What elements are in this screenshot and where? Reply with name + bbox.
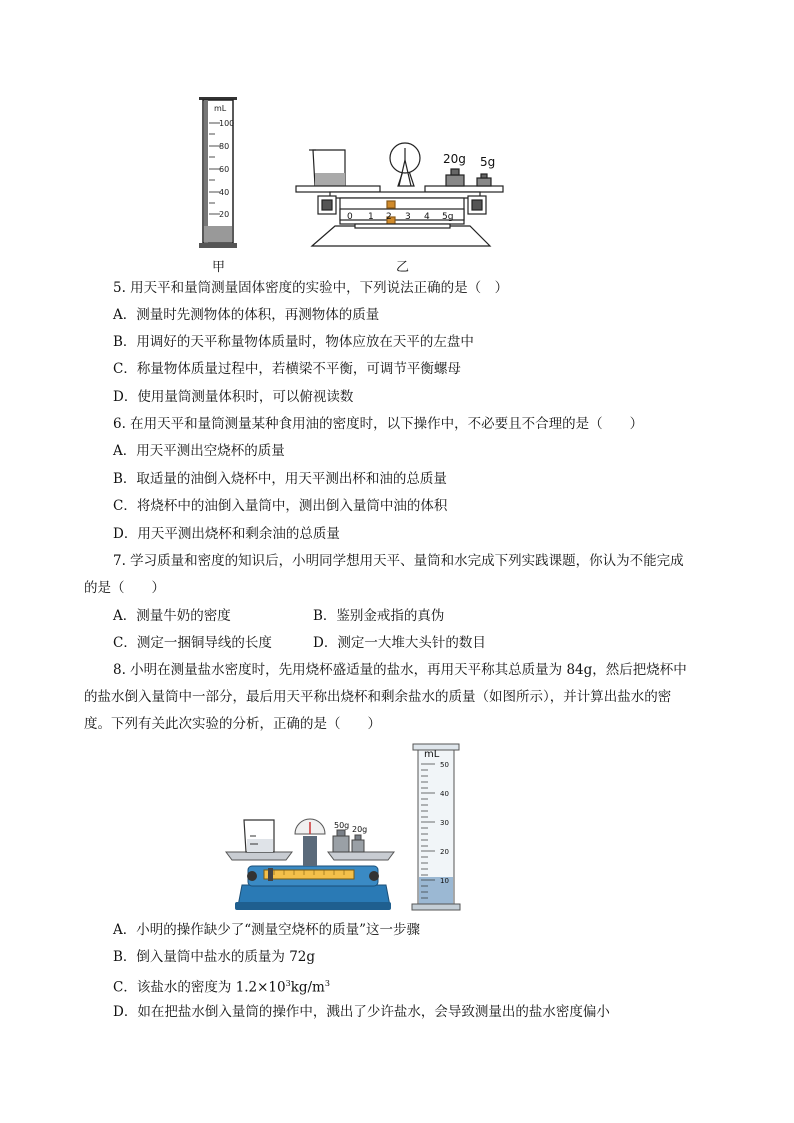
q8-stem-line1: 8. 小明在测量盐水密度时，先用烧杯盛适量的盐水，再用天平称其总质量为 84g，然后把烧杯中 <box>113 662 687 678</box>
q8-option-d: D．如在把盐水倒入量筒的操作中，溅出了少许盐水，会导致测量出的盐水密度偏小 <box>113 1004 610 1020</box>
q8-option-c-unit: kg/m <box>290 979 325 996</box>
scale-num-5g: 5g <box>442 212 454 222</box>
weight-5g-label: 5g <box>480 155 496 169</box>
q7-option-c: C．测定一捆铜导线的长度 <box>113 635 272 651</box>
graduated-cylinder-fig2 <box>412 744 460 910</box>
q8-option-c-unit-exp: 3 <box>324 979 330 988</box>
balance-yi <box>296 143 503 246</box>
cylinder2-tick-40: 40 <box>440 790 449 798</box>
q6-option-c: C．将烧杯中的油倒入量筒中，测出倒入量筒中油的体积 <box>113 498 448 514</box>
q8-stem-line2: 的盐水倒入量筒中一部分，最后用天平称出烧杯和剩余盐水的质量（如图所示），并计算出盐水的密 <box>84 689 672 705</box>
weight-20g-label-fig2: 20g <box>352 825 368 834</box>
scale-num-2: 2 <box>386 212 392 222</box>
balance-figure-2 <box>226 819 394 910</box>
q8-option-c <box>113 975 330 997</box>
figure-1 <box>0 0 794 280</box>
q6-option-d: D．用天平测出烧杯和剩余油的总质量 <box>113 526 340 542</box>
cylinder-tick-20: 20 <box>219 210 230 219</box>
q5-option-a: A．测量时先测物体的体积，再测物体的质量 <box>113 307 380 323</box>
cylinder2-unit-label: mL <box>424 749 440 760</box>
cylinder-tick-80: 80 <box>219 142 230 151</box>
graduated-cylinder-jia <box>199 97 237 248</box>
q8-option-a: A．小明的操作缺少了“测量空烧杯的质量”这一步骤 <box>113 922 421 938</box>
q5-option-b: B．用调好的天平称量物体质量时，物体应放在天平的左盘中 <box>113 334 474 350</box>
scale-num-0: 0 <box>347 212 353 222</box>
cylinder2-tick-20: 20 <box>440 848 449 856</box>
q5-option-d: D．使用量筒测量体积时，可以俯视读数 <box>113 389 354 405</box>
q7-option-a: A．测量牛奶的密度 <box>113 608 231 624</box>
cylinder-tick-60: 60 <box>219 165 230 174</box>
q8-option-b: B．倒入量筒中盐水的质量为 72g <box>113 949 316 965</box>
scale-num-1: 1 <box>368 212 374 222</box>
q8-stem-line3: 度。下列有关此次实验的分析，正确的是（ ） <box>84 716 381 732</box>
weight-50g-label: 50g <box>334 821 350 830</box>
cylinder-tick-100: 100 <box>219 119 235 128</box>
q7-stem-line1: 7. 学习质量和密度的知识后，小明同学想用天平、量筒和水完成下列实践课题，你认为不能完成 <box>113 553 684 569</box>
cylinder2-tick-50: 50 <box>440 761 449 769</box>
q5-stem: 5. 用天平和量筒测量固体密度的实验中，下列说法正确的是（ ） <box>113 280 509 296</box>
figure-2 <box>0 740 794 920</box>
q6-stem: 6. 在用天平和量筒测量某种食用油的密度时，以下操作中，不必要且不合理的是（ ） <box>113 416 644 432</box>
cylinder2-tick-10: 10 <box>440 877 449 885</box>
weight-20g-label: 20g <box>443 152 466 166</box>
q7-option-b: B．鉴别金戒指的真伪 <box>313 608 445 624</box>
q5-option-c: C．称量物体质量过程中，若横梁不平衡，可调节平衡螺母 <box>113 361 461 377</box>
q7-option-d: D．测定一大堆大头针的数目 <box>313 635 486 651</box>
caption-yi: 乙 <box>396 260 410 275</box>
cylinder-unit-label: mL <box>214 104 227 113</box>
q8-option-c-prefix: C．该盐水的密度为 1.2×10 <box>113 979 286 996</box>
scale-num-4: 4 <box>424 212 430 222</box>
caption-jia: 甲 <box>212 260 226 275</box>
scale-num-3: 3 <box>405 212 411 222</box>
q8-option-c-exp: 3 <box>285 979 291 988</box>
cylinder2-tick-30: 30 <box>440 819 449 827</box>
cylinder-tick-40: 40 <box>219 188 230 197</box>
q6-option-b: B．取适量的油倒入烧杯中，用天平测出杯和油的总质量 <box>113 471 447 487</box>
q6-option-a: A．用天平测出空烧杯的质量 <box>113 443 285 459</box>
q7-stem-line2: 的是（ ） <box>84 580 165 596</box>
